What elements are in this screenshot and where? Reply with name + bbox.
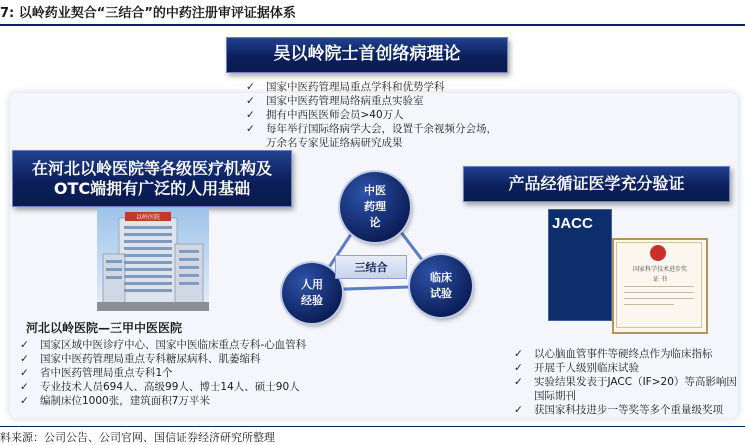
list-item-text: 专业技术人员694人、高级99人、博士14人、硕士90人 xyxy=(40,381,300,393)
list-item-continuation xyxy=(512,389,745,403)
center-label-text: 三结合 xyxy=(354,261,388,274)
list-item-text: 省中医药管理局重点专科1个 xyxy=(40,367,173,379)
check-icon: ✓ xyxy=(246,95,255,107)
list-item-text: 国家中医药管理局络病重点实验室 xyxy=(266,95,424,107)
node-tcm-theory-line2: 药理 xyxy=(364,200,386,213)
list-item-text: 拥有中西医医师会员>40万人 xyxy=(266,109,404,121)
list-item xyxy=(244,94,544,108)
list-item xyxy=(18,338,318,352)
hospital-building-image xyxy=(97,208,209,311)
right-feature-list xyxy=(512,347,745,417)
hospital-sign: 以岭医院 xyxy=(135,214,161,221)
list-item-text: 万余名专家见证络病研究成果 xyxy=(266,137,403,149)
list-item-text: 每年举行国际络病学大会，设置千余视频分会场， xyxy=(266,123,497,135)
check-icon: ✓ xyxy=(246,109,255,121)
node-human-use-experience xyxy=(282,263,342,323)
certificate-text-line xyxy=(624,304,674,305)
certificate-text-line xyxy=(624,298,694,299)
certificate-title: 国家科学技术进步奖 xyxy=(632,266,687,273)
check-icon: ✓ xyxy=(514,376,523,388)
check-icon: ✓ xyxy=(20,367,29,379)
check-icon: ✓ xyxy=(246,81,255,93)
list-item xyxy=(512,375,745,389)
journal-title: JACC xyxy=(552,215,593,232)
node-clinical-trial-line2: 试验 xyxy=(430,287,452,300)
list-item xyxy=(244,122,544,136)
node-human-use-line2: 经验 xyxy=(301,294,323,307)
list-item-text: 国际期刊 xyxy=(534,390,576,402)
node-clinical-trial xyxy=(410,255,472,317)
list-item xyxy=(244,108,544,122)
node-tcm-theory-line3: 论 xyxy=(369,216,381,229)
top-feature-list xyxy=(244,80,544,150)
check-icon: ✓ xyxy=(514,362,523,374)
center-label xyxy=(335,255,407,279)
right-banner-text: 产品经循证医学充分验证 xyxy=(508,174,685,193)
check-icon: ✓ xyxy=(20,339,29,351)
node-human-use-line1: 人用 xyxy=(301,278,323,291)
source-note: 料来源：公司公告、公司官网、国信证券经济研究所整理 xyxy=(0,431,275,444)
list-item-text: 编制床位1000张，建筑面积7万平米 xyxy=(40,395,210,407)
check-icon: ✓ xyxy=(514,404,523,416)
list-item-text: 获国家科技进步一等奖等多个重量级奖项 xyxy=(534,404,723,416)
list-item-text: 实验结果发表于JACC（IF>20）等高影响因 xyxy=(534,376,737,388)
left-banner-line2: OTC端拥有广泛的人用基础 xyxy=(53,178,251,198)
list-item xyxy=(18,366,318,380)
list-item-text: 国家中医药管理局重点专科糖尿病科、肌萎缩科 xyxy=(40,353,261,365)
left-feature-list xyxy=(18,338,318,408)
node-tcm-theory xyxy=(340,172,410,242)
check-icon: ✓ xyxy=(20,395,29,407)
check-icon: ✓ xyxy=(20,381,29,393)
list-item-continuation xyxy=(244,136,544,150)
left-banner xyxy=(12,150,292,207)
list-item xyxy=(512,361,745,375)
list-item xyxy=(512,403,745,417)
left-banner-line1: 在河北以岭医院等各级医疗机构及 xyxy=(31,158,272,178)
list-item-text: 国家区域中医诊疗中心、国家中医临床重点专科-心血管科 xyxy=(40,339,307,351)
list-item-text: 以心脑血管事件等硬终点作为临床指标 xyxy=(534,348,713,360)
certificate-word: 证 书 xyxy=(653,276,667,283)
top-banner-text: 吴以岭院士首创络病理论 xyxy=(273,44,461,65)
check-icon: ✓ xyxy=(514,348,523,360)
right-banner xyxy=(463,166,730,202)
figure-title: 7: 以岭药业契合“三结合”的中药注册审评证据体系 xyxy=(0,6,296,21)
list-item xyxy=(18,352,318,366)
certificate-text-line xyxy=(624,286,694,287)
list-item xyxy=(512,347,745,361)
footer-rule xyxy=(0,426,745,427)
title-rule xyxy=(0,24,745,26)
certificate-text-line xyxy=(624,292,694,293)
list-item-text: 国家中医药管理局重点学科和优势学科 xyxy=(266,81,445,93)
top-banner xyxy=(226,37,508,73)
national-emblem-icon xyxy=(650,245,666,261)
node-clinical-trial-line1: 临床 xyxy=(430,271,452,284)
check-icon: ✓ xyxy=(246,123,255,135)
list-item xyxy=(244,80,544,94)
node-tcm-theory-line1: 中医 xyxy=(364,184,386,197)
list-item xyxy=(18,394,318,408)
hospital-name: 河北以岭医院—三甲中医医院 xyxy=(26,321,183,335)
check-icon: ✓ xyxy=(20,353,29,365)
list-item xyxy=(18,380,318,394)
list-item-text: 开展千人级别临床试验 xyxy=(534,362,639,374)
